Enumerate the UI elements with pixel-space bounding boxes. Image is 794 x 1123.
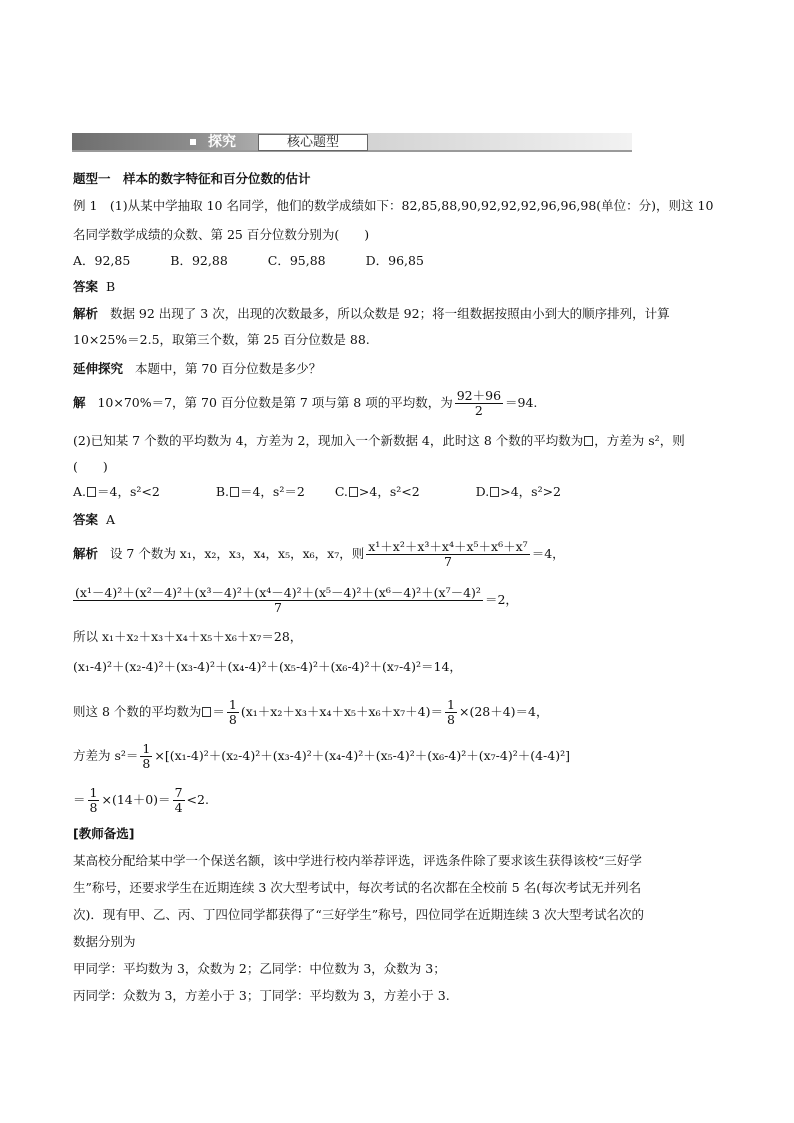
mean8-line: 则这 8 个数的平均数为 ＝ $\frac{1}{8}$ (x₁＋x₂＋x₃＋x₄＋x₅＋x₆＋x₇＋4)＝ $\frac{1}{8}$ ×(28＋4)＝4， (73, 697, 549, 727)
teacher-paragraph-line5: 甲同学：平均数为 3，众数为 2；乙同学：中位数为 3，众数为 3； (73, 961, 446, 976)
missing-glyph-icon (202, 707, 211, 717)
analysis-label: 解析 (73, 546, 99, 561)
example2-options (73, 483, 561, 501)
missing-glyph-icon (490, 487, 499, 497)
option-d: D．96,85 (365, 253, 424, 268)
extension-label: 延伸探究 (73, 361, 124, 376)
extension-text: 本题中，第 70 百分位数是多少？ (134, 361, 322, 376)
answer-value: A (105, 512, 115, 527)
option-d: D. >4，s²>2 (475, 484, 562, 499)
banner-left-label: 探究 (208, 134, 236, 150)
teacher-paragraph-line4: 数据分别为 (73, 934, 136, 949)
sum-line: 所以 x₁＋x₂＋x₃＋x₄＋x₅＋x₆＋x₇＝28， (73, 629, 303, 644)
fraction-variance-7: $\frac{\text{(x¹－4)²＋(x²－4)²＋(x³－4)²＋(x⁴－4)²＋(x⁵－4)²＋(x⁶－4)²＋(x⁷－4)²}}{7}$ (75, 585, 481, 615)
missing-glyph-icon (230, 487, 239, 497)
example2-line1: (2)已知某 7 个数的平均数为 4，方差为 2，现加入一个新数据 4，此时这 8 个数的平均数为 ，方差为 s²，则 (73, 433, 685, 448)
solution-label: 解 (73, 395, 86, 410)
analysis-label: 解析 (73, 306, 99, 321)
missing-glyph-icon (584, 436, 593, 446)
answer-label: 答案 (73, 279, 99, 294)
example2-analysis-variance: $\frac{\text{(x¹－4)²＋(x²－4)²＋(x³－4)²＋(x⁴－4)²＋(x⁵－4)²＋(x⁶－4)²＋(x⁷－4)²}}{7}$ ＝2， (75, 585, 518, 615)
solution-end: ＝94. (505, 395, 538, 410)
squares-line: (x₁-4)²＋(x₂-4)²＋(x₃-4)²＋(x₄-4)²＋(x₅-4)²＋(x₆-4)²＋(x₇-4)²＝14， (73, 659, 462, 674)
example1-analysis-line2: 10×25%＝2.5，取第三个数，第 25 百分位数是 88. (73, 332, 370, 347)
example1-analysis-line1 (73, 305, 670, 323)
example1-line1: 例 1 (1)从某中学抽取 10 名同学，他们的数学成绩如下：82,85,88,90,92,92,92,96,96,98(单位：分)，则这 10 (73, 198, 714, 213)
teacher-paragraph-line2: 生”称号，还要求学生在近期连续 3 次大型考试中，每次考试的名次都在全校前 5 名(每次考试无并列名 (73, 880, 642, 895)
missing-glyph-icon (349, 487, 358, 497)
teacher-paragraph-line6: 丙同学：众数为 3，方差小于 3；丁同学：平均数为 3，方差小于 3. (73, 988, 450, 1003)
bullet-square-icon (190, 139, 196, 145)
extension-solution (73, 389, 537, 418)
fraction-1-8: $\frac{1}{8}$ (228, 697, 237, 727)
option-a: A. ＝4，s²<2 (73, 484, 160, 499)
example1-line2: 名同学数学成绩的众数、第 25 百分位数分别为( ) (73, 227, 370, 242)
option-a: A．92,85 (73, 253, 131, 268)
example2-answer (73, 511, 115, 529)
option-b: B. ＝4，s²＝2 (215, 484, 305, 499)
answer-value: B (105, 279, 116, 294)
teacher-paragraph-line3: 次)．现有甲、乙、丙、丁四位同学都获得了“三好学生”称号，四位同学在近期连续 3 次大型考试名次的 (73, 907, 645, 922)
fraction-7-4: $\frac{7}{4}$ (174, 785, 183, 815)
option-c: C．95,88 (267, 253, 326, 268)
section-banner (72, 133, 632, 151)
analysis-text: 数据 92 出现了 3 次，出现的次数最多，所以众数是 92；将一组数据按照由小到大的顺序排列，计算 (109, 306, 670, 321)
fraction-1-8: $\frac{1}{8}$ (89, 785, 98, 815)
fraction-92-96: $\frac{92+96}{2}$ (456, 388, 502, 418)
final-line: ＝ $\frac{1}{8}$ ×(14＋0)＝ $\frac{7}{4}$ <2. (73, 785, 209, 815)
option-b: B．92,88 (170, 253, 228, 268)
example2-analysis-mean: 解析 设 7 个数为 x₁，x₂，x₃，x₄，x₅，x₆，x₇，则 $\frac{\text{x¹＋x²＋x³＋x⁴＋x⁵＋x⁶＋x⁷}}{7}$ ＝4， (73, 539, 565, 569)
fraction-1-8: $\frac{1}{8}$ (447, 697, 455, 727)
answer-label: 答案 (73, 512, 99, 527)
variance8-line: 方差为 s²＝ $\frac{1}{8}$ ×[(x₁-4)²＋(x₂-4)²＋(x₃-4)²＋(x₄-4)²＋(x₅-4)²＋(x₆-4)²＋(x₇-4)²＋(4-4)²] (73, 741, 570, 771)
section-title: 题型一 样本的数字特征和百分位数的估计 (73, 171, 311, 186)
option-c: C. >4，s²<2 (334, 484, 420, 499)
example1-options (73, 252, 424, 270)
teacher-selection-label: [教师备选] (73, 826, 135, 841)
extension-question (73, 360, 321, 378)
teacher-paragraph-line1: 某高校分配给某中学一个保送名额，该中学进行校内举荐评选，评选条件除了要求该生获得该校“三好学 (73, 853, 642, 868)
solution-text: 10×70%＝7，第 70 百分位数是第 7 项与第 8 项的平均数，为 (97, 395, 453, 410)
fraction-1-8: $\frac{1}{8}$ (142, 741, 151, 771)
example2-line2: ( ) (73, 459, 108, 474)
banner-right-label: 核心题型 (258, 134, 368, 151)
missing-glyph-icon (87, 487, 96, 497)
fraction-mean-7: $\frac{\text{x¹＋x²＋x³＋x⁴＋x⁵＋x⁶＋x⁷}}{7}$ (368, 539, 528, 569)
example1-answer (73, 278, 115, 296)
